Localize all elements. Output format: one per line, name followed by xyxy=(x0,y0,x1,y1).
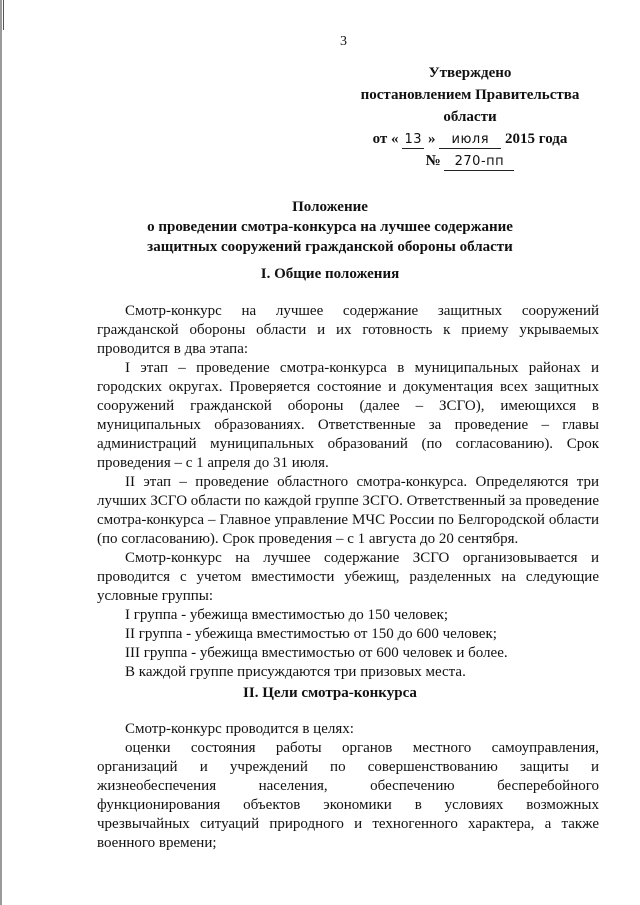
scan-edge-mark xyxy=(3,0,4,30)
scan-edge-line xyxy=(0,0,2,905)
approval-line-resolution: постановлением Правительства xyxy=(360,87,580,103)
approval-date-prefix: от « xyxy=(372,131,399,147)
section-2-heading: II. Цели смотра-конкурса xyxy=(243,685,417,701)
section-1-paragraph: I этап – проведение смотра-конкурса в муниципальных районах и городских округах. Проверяется состояние и документация всех защитных сооружений гражданской обороны (далее – ЗСГО), имеющихся в муниципальных образованиях. Ответственные за проведение – главы администраций муниципальных образований (по согласованию). Срок проведения – с 1 апреля до 31 июля. xyxy=(97,360,599,471)
document-title xyxy=(100,197,560,257)
section-1-paragraph: Смотр-конкурс на лучшее содержание защитных сооружений гражданской обороны области и их готовность к приему укрываемых проводится в два этапа: xyxy=(97,303,599,357)
approval-date-year: 2015 года xyxy=(505,131,568,147)
approval-date-mid: » xyxy=(428,131,436,147)
approval-line-approved: Утверждено xyxy=(428,65,512,81)
section-2-paragraph: Смотр-конкурс проводится в целях: xyxy=(125,721,354,737)
section-1-body xyxy=(97,302,599,682)
section-1-paragraph: II этап – проведение областного смотра-конкурса. Определяются три лучших ЗСГО области по каждой группе ЗСГО. Ответственный за проведение смотра-конкурса – Главное управление МЧС России по Белгородской области (по согласованию). Срок проведения – с 1 августа до 20 сентября. xyxy=(97,474,599,547)
section-1-paragraph: Смотр-конкурс на лучшее содержание ЗСГО организовывается и проводится с учетом вместимости убежищ, разделенных на следующие условные группы: xyxy=(97,550,599,604)
title-line-2: о проведении смотра-конкурса на лучшее содержание xyxy=(147,219,513,235)
approval-date-day: 13 xyxy=(402,132,424,149)
approval-number-value: 270-пп xyxy=(444,154,514,171)
section-2-body xyxy=(97,720,599,853)
approval-date-line xyxy=(345,128,595,150)
section-1-paragraph: В каждой группе присуждаются три призовых места. xyxy=(125,664,466,680)
page-number: 3 xyxy=(340,34,347,49)
approval-number-prefix: № xyxy=(425,153,441,169)
approval-line-region: области xyxy=(443,109,497,125)
section-1-group-item: II группа - убежища вместимостью от 150 до 600 человек; xyxy=(125,626,497,642)
approval-stamp-block xyxy=(345,62,595,172)
approval-date-month: июля xyxy=(439,132,501,149)
section-1-heading: I. Общие положения xyxy=(260,266,400,282)
approval-number-line xyxy=(345,150,595,172)
section-1-group-item: I группа - убежища вместимостью до 150 человек; xyxy=(125,607,449,623)
title-line-3: защитных сооружений гражданской обороны области xyxy=(147,239,513,255)
title-line-1: Положение xyxy=(292,199,368,215)
section-2-paragraph: оценки состояния работы органов местного самоуправления, организаций и учреждений по совершенствованию защиты и жизнеобеспечения населения, обеспечению бесперебойного функционирования объектов экономики в условиях возможных чрезвычайных ситуаций природного и техногенного характера, а также военного времени; xyxy=(97,740,599,851)
section-1-group-item: III группа - убежища вместимостью от 600 человек и более. xyxy=(125,645,508,661)
